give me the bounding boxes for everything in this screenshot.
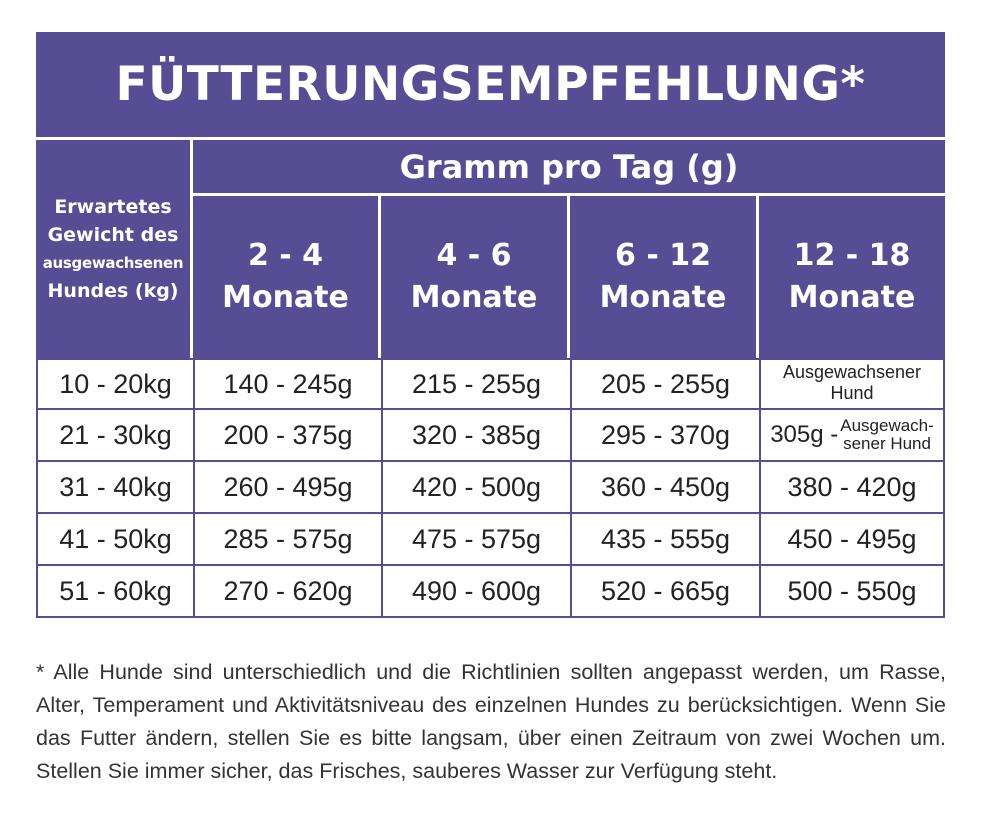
weight-column-header [36, 140, 193, 358]
amount-cell: 435 - 555g [570, 514, 759, 566]
amount-cell: 285 - 575g [193, 514, 381, 566]
amount-cell [759, 410, 945, 462]
age-header-12-18 [759, 196, 945, 358]
weight-cell: 10 - 20kg [36, 358, 193, 410]
footnote: * Alle Hunde sind unterschiedlich und die Richtlinien sollten angepasst werden, um Rasse, Alter, Temperament und Aktivitätsniveau des einzelnen Hundes zu berücksichtigen. Wenn Sie das Futter ändern, stellen Sie es bitte langsam, über einen Zeitraum von zwei Wochen um. Stellen Sie immer sicher, das Frisches, sauberes Wasser zur Verfügung steht. [36, 660, 946, 783]
amount-cell: 260 - 495g [193, 462, 381, 514]
gramm-per-day-header: Gramm pro Tag (g) [193, 140, 945, 196]
weight-header-line4: Hundes (kg) [47, 280, 179, 302]
amount-cell: 140 - 245g [193, 358, 381, 410]
weight-cell: 21 - 30kg [36, 410, 193, 462]
amount-value: 305g - [770, 421, 839, 448]
table-title: FÜTTERUNGSEMPFEHLUNG* [36, 32, 945, 140]
age-unit: Monate [222, 280, 349, 315]
amount-cell: 520 - 665g [570, 566, 759, 618]
weight-header-line3: ausgewachsenen [42, 254, 184, 272]
amount-cell [759, 358, 945, 410]
age-header-2-4 [193, 196, 381, 358]
age-unit: Monate [599, 280, 727, 315]
age-unit: Monate [410, 280, 538, 315]
amount-cell: 200 - 375g [193, 410, 381, 462]
amount-cell: 380 - 420g [759, 462, 945, 514]
table-row [36, 514, 945, 566]
feeding-recommendation-table [36, 32, 945, 618]
amount-cell: 475 - 575g [381, 514, 570, 566]
age-range: 4 - 6 [436, 238, 512, 273]
amount-cell: 205 - 255g [570, 358, 759, 410]
note-line2: sener Hund [843, 434, 931, 453]
note-line1: Ausgewach- [840, 416, 934, 435]
adult-dog-note: Ausgewachsener Hund [782, 362, 922, 403]
age-unit: Monate [788, 280, 916, 315]
age-range: 12 - 18 [793, 238, 911, 273]
age-header-6-12 [570, 196, 759, 358]
amount-cell: 320 - 385g [381, 410, 570, 462]
amount-cell: 295 - 370g [570, 410, 759, 462]
amount-cell: 500 - 550g [759, 566, 945, 618]
amount-cell: 490 - 600g [381, 566, 570, 618]
adult-dog-note [840, 417, 934, 453]
amount-cell: 360 - 450g [570, 462, 759, 514]
weight-cell: 41 - 50kg [36, 514, 193, 566]
weight-cell: 31 - 40kg [36, 462, 193, 514]
mixed-amount [770, 417, 934, 453]
table-row [36, 410, 945, 462]
table-row [36, 358, 945, 410]
table-row [36, 462, 945, 514]
amount-cell: 215 - 255g [381, 358, 570, 410]
amount-cell: 450 - 495g [759, 514, 945, 566]
age-range: 2 - 4 [247, 238, 324, 273]
weight-header-line2: Gewicht des [47, 224, 179, 246]
age-header-4-6 [381, 196, 570, 358]
weight-cell: 51 - 60kg [36, 566, 193, 618]
weight-header-line1: Erwartetes [54, 196, 172, 218]
table-row [36, 566, 945, 618]
amount-cell: 420 - 500g [381, 462, 570, 514]
amount-cell: 270 - 620g [193, 566, 381, 618]
age-range: 6 - 12 [615, 238, 711, 273]
